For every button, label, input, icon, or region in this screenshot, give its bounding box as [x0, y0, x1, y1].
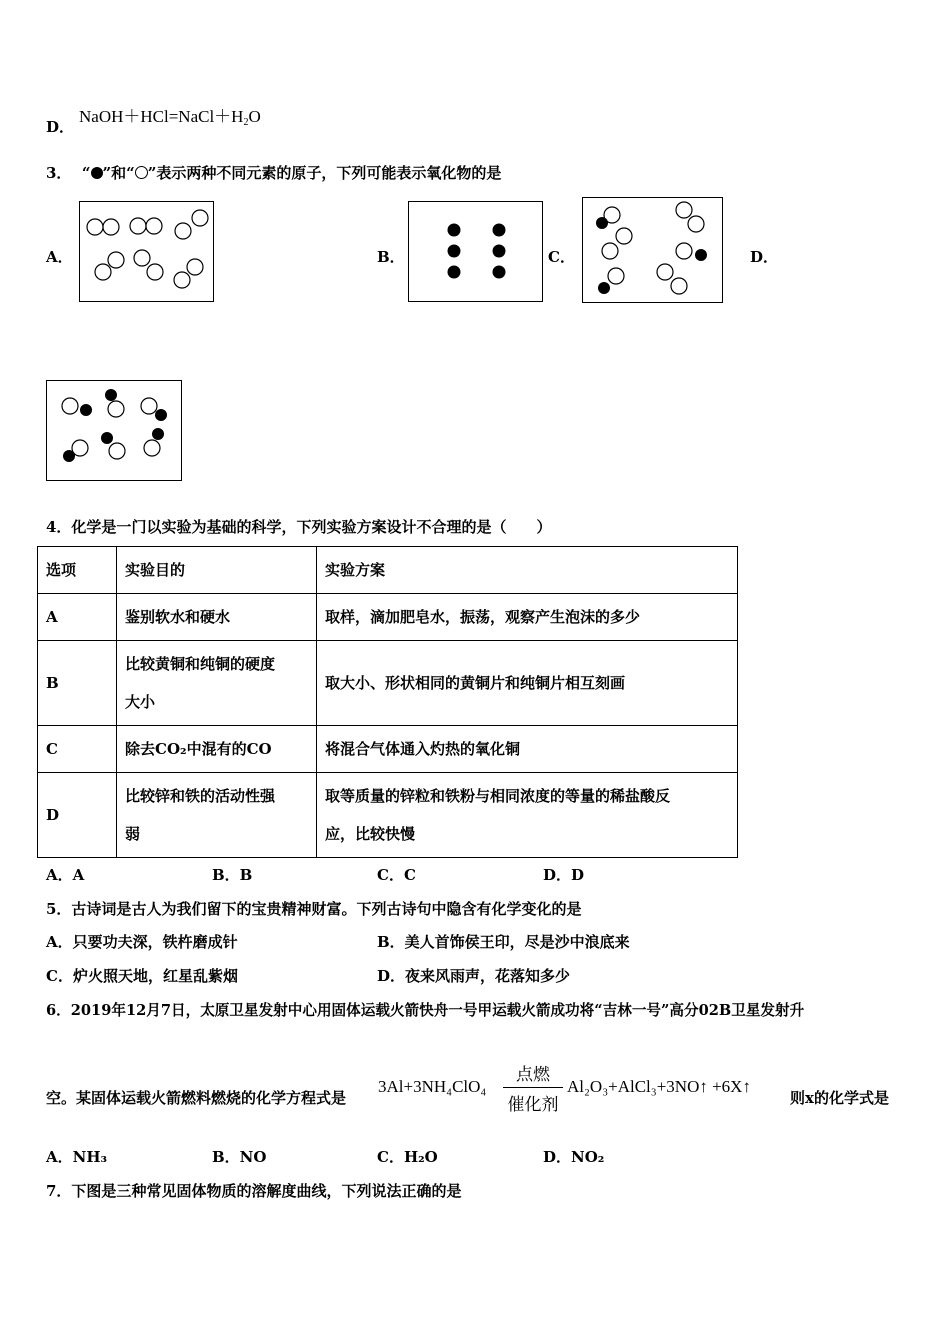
row-d-option: D	[38, 773, 117, 858]
table-row	[38, 641, 738, 726]
header-goal: 实验目的	[117, 547, 317, 594]
q6-equation-left: 3Al+3NH₄ClO₄	[378, 1077, 487, 1096]
filled-atom-icon	[91, 167, 103, 179]
q4-option-b: B．B	[212, 866, 253, 884]
q5-option-c: C．炉火照天地，红星乱紫烟	[46, 967, 238, 985]
q5-option-d: D．夜来风雨声，花落知多少	[377, 967, 571, 985]
q6-option-d: D．NO₂	[543, 1148, 605, 1166]
q6-option-a: A．NH₃	[46, 1148, 108, 1166]
q7-stem: 7．下图是三种常见固体物质的溶解度曲线，下列说法正确的是	[46, 1182, 462, 1200]
molecule-diagram-d	[47, 381, 181, 480]
molecule-diagram-c	[583, 198, 722, 302]
q3-figure-a	[79, 201, 214, 302]
header-option: 选项	[38, 547, 117, 594]
row-c-plan: 将混合气体通入灼热的氧化铜	[317, 726, 738, 773]
q3-label-d: D．	[750, 248, 779, 266]
row-d-plan: 取等质量的锌粒和铁粉与相同浓度的等量的稀盐酸反 应，比较快慢	[317, 773, 738, 858]
q2-option-d-label: D．	[46, 118, 75, 136]
molecule-diagram-a	[80, 202, 213, 301]
q4-option-c: C．C	[377, 866, 416, 884]
row-d-goal: 比较锌和铁的活动性强 弱	[117, 773, 317, 858]
q6-stem-tail: 则x的化学式是	[790, 1089, 889, 1107]
row-a-goal: 鉴别软水和硬水	[117, 594, 317, 641]
q3-label-c: C．	[548, 248, 575, 266]
q3-figure-b	[408, 201, 543, 302]
header-plan: 实验方案	[317, 547, 738, 594]
q3-figure-c	[582, 197, 723, 303]
condition-top: 点燃	[503, 1060, 563, 1088]
q2-option-d-equation: $NaOH+HCl=NaCl+H_2O$	[79, 107, 261, 128]
q6-option-b: B．NO	[212, 1148, 267, 1166]
row-b-option: B	[38, 641, 117, 726]
q5-option-b: B．美人首饰侯王印，尽是沙中浪底来	[377, 933, 630, 951]
q6-stem-line1: 6．2019年12月7日，太原卫星发射中心用固体运载火箭快舟一号甲运载火箭成功将“吉林一号”高分02B卫星发射升	[46, 1002, 805, 1019]
table-row	[38, 594, 738, 641]
q6-option-c: C．H₂O	[377, 1148, 438, 1166]
q5-option-a: A．只要功夫深，铁杵磨成针	[46, 933, 238, 951]
condition-bottom: 催化剂	[507, 1095, 559, 1114]
q6-equation-right: Al₂O₃+AlCl₃+3NO↑ +6X↑	[567, 1077, 751, 1096]
q4-stem: 4．化学是一门以实验为基础的科学，下列实验方案设计不合理的是（ ）	[46, 518, 552, 536]
q4-table	[37, 546, 738, 858]
row-b-plan: 取大小、形状相同的黄铜片和纯铜片相互刻画	[317, 641, 738, 726]
q4-option-a: A．A	[46, 866, 85, 884]
hollow-atom-icon	[135, 166, 148, 179]
q3-stem: 3． “ ”和“ ”表示两种不同元素的原子，下列可能表示氧化物的是	[46, 164, 502, 182]
row-c-goal: 除去CO₂中混有的CO	[117, 726, 317, 773]
q6-reaction-condition	[503, 1060, 563, 1115]
row-b-goal: 比较黄铜和纯铜的硬度 大小	[117, 641, 317, 726]
row-a-plan: 取样，滴加肥皂水，振荡，观察产生泡沫的多少	[317, 594, 738, 641]
q3-label-b: B．	[377, 248, 405, 266]
q3-figure-d	[46, 380, 182, 481]
row-c-option: C	[38, 726, 117, 773]
q5-stem: 5．古诗词是古人为我们留下的宝贵精神财富。下列古诗句中隐含有化学变化的是	[46, 900, 582, 918]
table-row	[38, 773, 738, 858]
table-row	[38, 726, 738, 773]
q6-stem-line2: 空。某固体运载火箭燃料燃烧的化学方程式是	[46, 1089, 347, 1107]
q3-label-a: A．	[46, 248, 73, 266]
row-a-option: A	[38, 594, 117, 641]
molecule-diagram-b	[409, 202, 542, 301]
q4-option-d: D．D	[543, 866, 585, 884]
